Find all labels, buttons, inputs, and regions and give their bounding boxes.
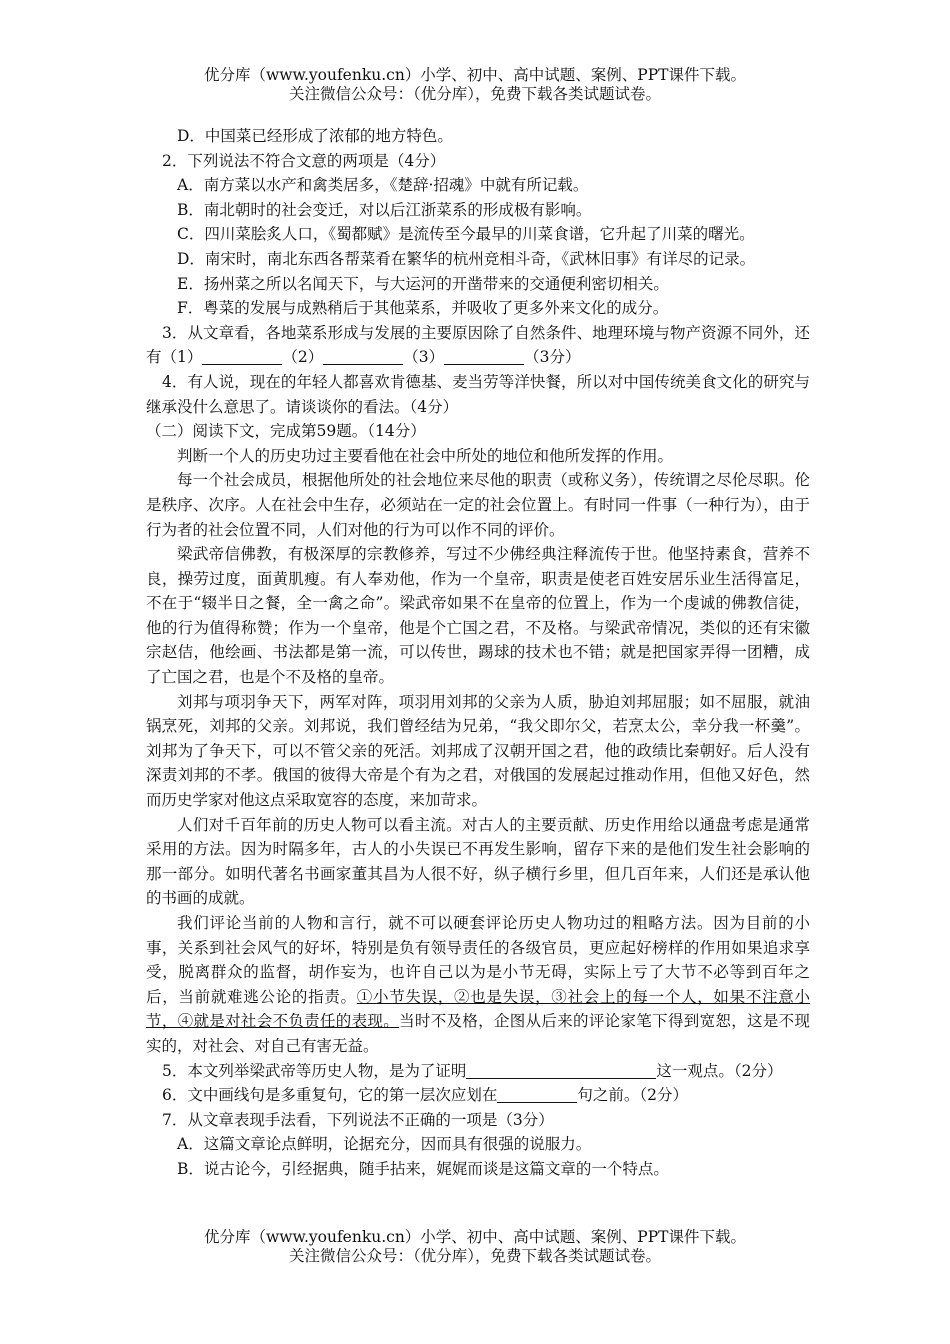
q5-question: [146, 1059, 810, 1084]
q5-text-before: 5．本文列举梁武帝等历史人物，是为了证明: [162, 1061, 467, 1080]
q6-question: [146, 1083, 810, 1108]
q3-blank-1[interactable]: [202, 349, 282, 366]
q6-text-after: 句之前。（2分）: [577, 1086, 688, 1105]
p6-text-after: 当时不及格，企图从后来的评论家笔下得到宽恕，这是不现实的，对社会、对自己有害无益。: [146, 1012, 810, 1055]
q3-blank-2[interactable]: [323, 349, 403, 366]
passage-paragraph-5: 人们对千百年前的历史人物可以看主流。对古人的主要贡献、历史作用给以通盘考虑是通常采用的方法。因为时隔多年，古人的小失误已不再发生影响，留存下来的是他们发生社会影响的那一部分。如明代著名书画家董其昌为人很不好，纵子横行乡里，但几百年来，人们还是承认他的书画的成就。: [146, 815, 810, 908]
p6-text-before: 我们评论当前的人物和言行，就不可以硬套评论历史人物功过的粗略方法。因为目前的小事，关系到社会风气的好坏，特别是负有领导责任的各级官员，更应起好榜样的作用如果追求享受，脱离群众的监督，胡作妄为，也许自己以为是小节无碍，实际上亏了大节不必等到百年之后，当前就难逃公论的指责。: [146, 914, 810, 1006]
footer-line-2: 关注微信公众号：（优分库），免费下载各类试题试卷。: [288, 1247, 661, 1265]
footer-line-1: 优分库（www.youfenku.cn）小学、初中、高中试题、案例、PPT课件下载。: [203, 1228, 747, 1246]
q2-option-b: B．南北朝时的社会变迁，对以后江浙菜系的形成极有影响。: [177, 200, 592, 219]
document-body: [146, 124, 810, 1182]
q7-option-a: A．这篇文章论点鲜明，论据充分，因而具有很强的说服力。: [177, 1135, 592, 1154]
q2-option-c: C．四川菜脍炙人口，《蜀都赋》是流传至今最早的川菜食谱，它升起了川菜的曙光。: [177, 225, 755, 244]
underlined-sentence: ①小节失误，②也是失误，③社会上的每一个人，如果不注意小节，④就是对社会不负责任的表现。: [146, 987, 810, 1031]
section-2-title: （二）阅读下文，完成第59题。（14分）: [146, 422, 426, 441]
q4-question: 4．有人说，现在的年轻人都喜欢肯德基、麦当劳等洋快餐，所以对中国传统美食文化的研究与继承没什么意思了。请谈谈你的看法。（4分）: [146, 372, 810, 416]
q6-answer-blank[interactable]: [497, 1087, 577, 1104]
passage-paragraph-6: [146, 911, 810, 1059]
q3-blank-3[interactable]: [444, 349, 524, 366]
page-header: [0, 66, 950, 104]
q3-blank3-label: （3）: [403, 348, 445, 367]
page-footer: [0, 1228, 950, 1266]
header-line-2: 关注微信公众号：（优分库），免费下载各类试题试卷。: [288, 85, 661, 103]
q7-stem: 7．从文章表现手法看，下列说法不正确的一项是（3分）: [162, 1110, 554, 1129]
passage-paragraph-3: 梁武帝信佛教，有极深厚的宗教修养，写过不少佛经典注释流传于世。他坚持素食，营养不良，操劳过度，面黄肌瘦。有人奉劝他，作为一个皇帝，职责是使老百姓安居乐业生活得富足，不在于“辍半日之餐，全一禽之命”。梁武帝如果不在皇帝的位置上，作为一个虔诚的佛教信徒，他的行为值得称赞；作为一个皇帝，他是个亡国之君，不及格。与梁武帝情况，类似的还有宋徽宗赵佶，他绘画、书法都是第一流，可以传世，踢球的技术也不错；就是把国家弄得一团糟，成了亡国之君，也是个不及格的皇帝。: [146, 545, 810, 687]
q6-text-before: 6．文中画线句是多重复句，它的第一层次应划在: [162, 1086, 498, 1105]
q3-blank1-label: （1）: [161, 348, 203, 367]
passage-paragraph-4: 刘邦与项羽争天下，两军对阵，项羽用刘邦的父亲为人质，胁迫刘邦屈服；如不屈服，就油锅烹死，刘邦的父亲。刘邦说，我们曾经结为兄弟，“我父即尔父，若烹太公，幸分我一杯羹”。刘邦为了争天下，可以不管父亲的死活。刘邦成了汉朝开国之君，他的政绩比秦朝好。后人没有深责刘邦的不孝。俄国的彼得大帝是个有为之君，对俄国的发展起过推动作用，但他又好色，然而历史学家对他这点采取宽容的态度，来加苛求。: [146, 692, 810, 810]
q2-option-a: A．南方菜以水产和禽类居多，《楚辞·招魂》中就有所记载。: [177, 176, 589, 195]
q1-option-d: D．中国菜已经形成了浓郁的地方特色。: [177, 127, 453, 145]
q3-blank2-label: （2）: [282, 348, 324, 367]
q2-stem: 2．下列说法不符合文意的两项是（4分）: [162, 151, 446, 170]
q3-text: 3．从文章看，各地菜系形成与发展的主要原因除了自然条件、地理环境与物产资源不同外，还有: [146, 323, 810, 367]
q7-option-b: B．说古论今，引经据典，随手拈来，娓娓而谈是这篇文章的一个特点。: [177, 1159, 669, 1178]
q2-option-e: E．扬州菜之所以名闻天下，与大运河的开凿带来的交通便利密切相关。: [177, 274, 669, 293]
q5-text-after: 这一观点。（2分）: [656, 1061, 783, 1080]
q5-answer-blank[interactable]: [466, 1062, 656, 1079]
q3-score: （3分）: [524, 348, 581, 367]
q3-question: [146, 321, 810, 370]
passage-paragraph-2: 每一个社会成员，根据他所处的社会地位来尽他的职责（或称义务），传统谓之尽伦尽职。伦是秩序、次序。人在社会中生存，必须站在一定的社会位置上。有时同一件事（一种行为），由于行为者的社会位置不同，人们对他的行为可以作不同的评价。: [146, 471, 810, 539]
q2-option-d: D．南宋时，南北东西各帮菜肴在繁华的杭州竞相斗奇，《武林旧事》有详尽的记录。: [177, 249, 756, 268]
passage-paragraph-1: 判断一个人的历史功过主要看他在社会中所处的地位和他所发挥的作用。: [177, 446, 674, 465]
header-line-1: 优分库（www.youfenku.cn）小学、初中、高中试题、案例、PPT课件下载。: [203, 66, 747, 84]
q2-option-f: F．粤菜的发展与成熟稍后于其他菜系，并吸收了更多外来文化的成分。: [177, 299, 669, 318]
